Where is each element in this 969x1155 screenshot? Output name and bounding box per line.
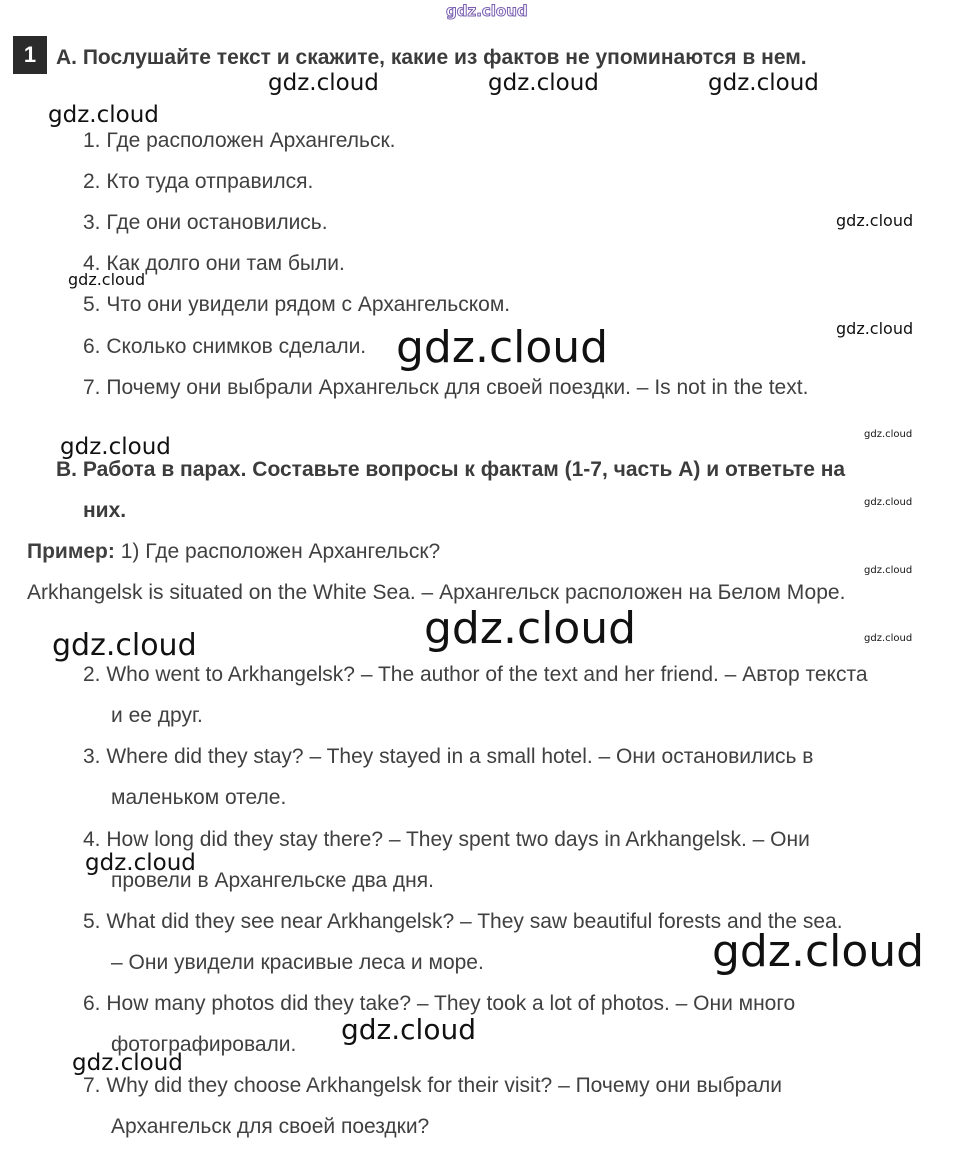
watermark: gdz.cloud — [48, 102, 159, 128]
watermark: gdz.cloud — [424, 603, 637, 654]
example-line — [27, 540, 440, 564]
watermark: gdz.cloud — [864, 565, 913, 576]
answer-item-5-line1: 5. What did they see near Arkhangelsk? – They saw beautiful forests and the sea. — [83, 910, 843, 933]
watermark: gdz.cloud — [68, 270, 146, 289]
watermark: gdz.cloud — [72, 1050, 183, 1076]
answer-item-2-line2: и ее друг. — [111, 704, 203, 727]
answer-item-7-line1: 7. Why did they choose Arkhangelsk for their visit? – Почему они выбрали — [83, 1074, 782, 1097]
watermark-top: gdz.cloud — [446, 2, 528, 20]
exercise-number-badge: 1 — [13, 36, 47, 74]
answer-item-6-line1: 6. How many photos did they take? – They took a lot of photos. – Они много — [83, 992, 796, 1015]
watermark: gdz.cloud — [60, 434, 171, 460]
watermark: gdz.cloud — [488, 70, 599, 96]
part-a-item-5: 5. Что они увидели рядом с Архангельском. — [83, 293, 511, 316]
answer-item-2-line1: 2. Who went to Arkhangelsk? – The author of the text and her friend. – Автор текста — [83, 663, 868, 686]
watermark: gdz.cloud — [396, 322, 609, 373]
watermark: gdz.cloud — [836, 211, 914, 230]
answer-item-6-line2: фотографировали. — [111, 1033, 297, 1056]
answer-item-5-line2: – Они увидели красивые леса и море. — [111, 951, 484, 974]
watermark: gdz.cloud — [341, 1013, 476, 1046]
part-b-title-line2: них. — [83, 499, 127, 522]
part-a-item-1: 1. Где расположен Архангельск. — [83, 129, 396, 152]
answer-item-3-line2: маленьком отеле. — [111, 786, 287, 809]
answer-item-2 — [83, 654, 955, 736]
answer-item-3-line1: 3. Where did they stay? – They stayed in a small hotel. – Они остановились в — [83, 745, 814, 768]
watermark: gdz.cloud — [712, 926, 925, 977]
answer-item-4 — [83, 819, 955, 901]
part-a-item-4: 4. Как долго они там были. — [83, 252, 345, 275]
part-a-title: A. Послушайте текст и скажите, какие из фактов не упоминаются в нем. — [56, 46, 807, 69]
answer-item-6 — [83, 983, 955, 1065]
part-a-item-3: 3. Где они остановились. — [83, 211, 328, 234]
part-b-title-line1: B. Работа в парах. Составьте вопросы к фактам (1-7, часть А) и ответьте на — [56, 458, 846, 481]
watermark: gdz.cloud — [52, 628, 197, 663]
example-answer: Arkhangelsk is situated on the White Sea. – Архангельск расположен на Белом Море. — [27, 581, 846, 604]
answer-item-4-line1: 4. How long did they stay there? – They spent two days in Arkhangelsk. – Они — [83, 828, 810, 851]
part-a-item-2: 2. Кто туда отправился. — [83, 170, 314, 193]
answer-item-4-line2: провели в Архангельске два дня. — [111, 869, 434, 892]
part-a-item-7: 7. Почему они выбрали Архангельск для своей поездки. – Is not in the text. — [83, 376, 809, 399]
example-question: 1) Где расположен Архангельск? — [120, 540, 441, 563]
watermark: gdz.cloud — [268, 70, 379, 96]
example-label: Пример: — [27, 540, 115, 563]
answer-item-7 — [83, 1065, 955, 1147]
answer-item-7-line2: Архангельск для своей поездки? — [111, 1115, 430, 1138]
watermark: gdz.cloud — [864, 429, 913, 440]
watermark: gdz.cloud — [836, 319, 914, 338]
watermark: gdz.cloud — [85, 850, 196, 876]
watermark: gdz.cloud — [864, 497, 913, 508]
answer-item-3 — [83, 736, 955, 818]
part-a-item-6: 6. Сколько снимков сделали. — [83, 335, 367, 358]
watermark: gdz.cloud — [864, 633, 913, 644]
watermark: gdz.cloud — [708, 70, 819, 96]
